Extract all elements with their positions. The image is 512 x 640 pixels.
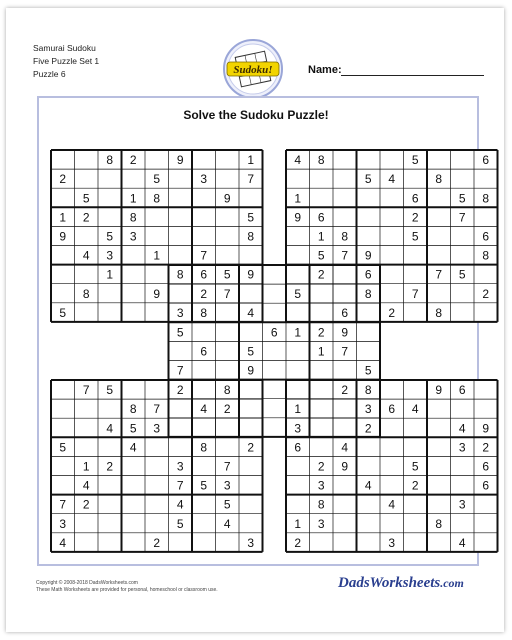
sudoku-given-digit: 6 xyxy=(482,459,490,474)
brand-main: Dads xyxy=(338,575,370,591)
name-label: Name: xyxy=(308,64,342,76)
sudoku-given-digit: 2 xyxy=(176,383,184,398)
copyright-text: Copyright © 2008-2018 DadsWorksheets.com xyxy=(36,580,138,586)
sudoku-given-digit: 5 xyxy=(411,153,419,168)
sudoku-given-digit: 1 xyxy=(129,191,137,206)
sudoku-given-digit: 7 xyxy=(223,286,231,301)
sudoku-given-digit: 8 xyxy=(106,153,114,168)
sudoku-given-digit: 4 xyxy=(341,440,349,455)
sudoku-given-digit: 7 xyxy=(458,210,466,225)
sudoku-given-digit: 4 xyxy=(106,421,114,436)
sudoku-given-digit: 3 xyxy=(153,421,161,436)
sudoku-given-digit: 5 xyxy=(223,497,231,512)
sudoku-given-digit: 1 xyxy=(247,153,255,168)
sudoku-given-digit: 4 xyxy=(388,172,396,187)
sudoku-given-digit: 2 xyxy=(317,325,325,340)
sudoku-given-digit: 9 xyxy=(435,383,443,398)
sudoku-given-digit: 5 xyxy=(317,248,325,263)
sudoku-given-digit: 3 xyxy=(129,229,137,244)
sudoku-given-digit: 5 xyxy=(176,516,184,531)
sudoku-given-digit: 1 xyxy=(82,459,90,474)
sudoku-given-digit: 2 xyxy=(482,440,490,455)
sudoku-given-digit: 6 xyxy=(388,402,396,417)
sudoku-given-digit: 4 xyxy=(176,497,184,512)
sudoku-given-digit: 1 xyxy=(294,191,302,206)
sudoku-given-digit: 7 xyxy=(223,459,231,474)
brand-suffix: .com xyxy=(440,576,464,590)
sudoku-given-digit: 7 xyxy=(176,478,184,493)
sudoku-given-digit: 8 xyxy=(341,229,349,244)
usage-notice: These Math Worksheets are provided for personal, homeschool or classroom use. xyxy=(36,587,218,593)
sudoku-given-digit: 7 xyxy=(435,267,443,282)
sudoku-given-digit: 5 xyxy=(106,229,114,244)
sudoku-given-digit: 6 xyxy=(458,383,466,398)
sudoku-given-digit: 4 xyxy=(223,516,231,531)
sudoku-given-digit: 7 xyxy=(59,497,67,512)
sudoku-given-digit: 9 xyxy=(482,421,490,436)
sudoku-given-digit: 8 xyxy=(435,516,443,531)
sudoku-given-digit: 8 xyxy=(482,248,490,263)
sudoku-given-digit: 3 xyxy=(317,516,325,531)
sudoku-given-digit: 8 xyxy=(482,191,490,206)
sudoku-given-digit: 8 xyxy=(129,402,137,417)
sudoku-given-digit: 8 xyxy=(82,286,90,301)
sudoku-given-digit: 7 xyxy=(411,286,419,301)
sudoku-given-digit: 1 xyxy=(317,344,325,359)
sudoku-given-digit: 8 xyxy=(364,383,372,398)
sudoku-given-digit: 8 xyxy=(364,286,372,301)
sudoku-given-digit: 7 xyxy=(153,402,161,417)
sudoku-given-digit: 2 xyxy=(153,535,161,550)
sudoku-given-digit: 2 xyxy=(247,440,255,455)
sudoku-given-digit: 9 xyxy=(364,248,372,263)
sudoku-given-digit: 4 xyxy=(200,402,208,417)
sudoku-given-digit: 5 xyxy=(129,421,137,436)
brand-logo[interactable] xyxy=(338,575,464,592)
sudoku-given-digit: 3 xyxy=(176,459,184,474)
sudoku-given-digit: 5 xyxy=(458,191,466,206)
sudoku-given-digit: 7 xyxy=(200,248,208,263)
sudoku-given-digit: 8 xyxy=(317,497,325,512)
sudoku-given-digit: 2 xyxy=(317,459,325,474)
sudoku-given-digit: 8 xyxy=(153,191,161,206)
sudoku-given-digit: 2 xyxy=(411,478,419,493)
sudoku-given-digit: 5 xyxy=(59,440,67,455)
sudoku-given-digit: 3 xyxy=(59,516,67,531)
sudoku-given-digit: 5 xyxy=(364,363,372,378)
sudoku-given-digit: 9 xyxy=(247,363,255,378)
sudoku-given-digit: 4 xyxy=(247,305,255,320)
sudoku-given-digit: 4 xyxy=(129,440,137,455)
sudoku-given-digit: 5 xyxy=(458,267,466,282)
sudoku-given-digit: 8 xyxy=(200,305,208,320)
sudoku-given-digit: 8 xyxy=(129,210,137,225)
sudoku-given-digit: 5 xyxy=(200,478,208,493)
sudoku-given-digit: 9 xyxy=(294,210,302,225)
sudoku-given-digit: 4 xyxy=(364,478,372,493)
puzzle-set: Five Puzzle Set 1 xyxy=(33,56,100,66)
sudoku-given-digit: 2 xyxy=(482,286,490,301)
sudoku-given-digit: 8 xyxy=(435,172,443,187)
sudoku-given-digit: 6 xyxy=(341,305,349,320)
sudoku-given-digit: 9 xyxy=(153,286,161,301)
sudoku-given-digit: 2 xyxy=(317,267,325,282)
sudoku-given-digit: 6 xyxy=(482,478,490,493)
sudoku-given-digit: 4 xyxy=(82,478,90,493)
sudoku-given-digit: 5 xyxy=(59,305,67,320)
sudoku-given-digit: 8 xyxy=(435,305,443,320)
sudoku-given-digit: 2 xyxy=(106,459,114,474)
sudoku-given-digit: 3 xyxy=(458,497,466,512)
sudoku-given-digit: 2 xyxy=(200,286,208,301)
sudoku-given-digit: 8 xyxy=(200,440,208,455)
sudoku-given-digit: 5 xyxy=(364,172,372,187)
sudoku-given-digit: 9 xyxy=(341,459,349,474)
sudoku-given-digit: 3 xyxy=(294,421,302,436)
sudoku-given-digit: 5 xyxy=(411,459,419,474)
sudoku-given-digit: 6 xyxy=(200,267,208,282)
sudoku-given-digit: 8 xyxy=(176,267,184,282)
sudoku-given-digit: 9 xyxy=(247,267,255,282)
sudoku-given-digit: 1 xyxy=(153,248,161,263)
sudoku-given-digit: 5 xyxy=(294,286,302,301)
sudoku-given-digit: 6 xyxy=(270,325,278,340)
sudoku-given-digit: 4 xyxy=(458,535,466,550)
sudoku-given-digit: 3 xyxy=(223,478,231,493)
sudoku-given-digit: 5 xyxy=(411,229,419,244)
sudoku-given-digit: 1 xyxy=(294,516,302,531)
sudoku-given-digit: 4 xyxy=(294,153,302,168)
sudoku-given-digit: 7 xyxy=(341,344,349,359)
sudoku-given-digit: 4 xyxy=(411,402,419,417)
sudoku-given-digit: 7 xyxy=(247,172,255,187)
sudoku-given-digit: 4 xyxy=(458,421,466,436)
sudoku-given-digit: 6 xyxy=(482,229,490,244)
sudoku-given-digit: 2 xyxy=(388,305,396,320)
sudoku-given-digit: 2 xyxy=(364,421,372,436)
sudoku-given-digit: 2 xyxy=(294,535,302,550)
sudoku-given-digit: 7 xyxy=(82,383,90,398)
sudoku-given-digit: 4 xyxy=(388,497,396,512)
sudoku-given-digit: 4 xyxy=(59,535,67,550)
sudoku-given-digit: 6 xyxy=(482,153,490,168)
sudoku-given-digit: 1 xyxy=(59,210,67,225)
sudoku-given-digit: 1 xyxy=(317,229,325,244)
sudoku-given-digit: 2 xyxy=(223,402,231,417)
sudoku-given-digit: 5 xyxy=(247,210,255,225)
sudoku-given-digit: 7 xyxy=(176,363,184,378)
sudoku-given-digit: 3 xyxy=(458,440,466,455)
puzzle-type: Samurai Sudoku xyxy=(33,43,96,53)
sudoku-given-digit: 1 xyxy=(294,402,302,417)
brand-rest: Worksheets xyxy=(369,575,441,591)
sudoku-given-digit: 2 xyxy=(59,172,67,187)
sudoku-given-digit: 5 xyxy=(82,191,90,206)
puzzle-title: Solve the Sudoku Puzzle! xyxy=(183,108,329,122)
sudoku-given-digit: 6 xyxy=(200,344,208,359)
sudoku-given-digit: 7 xyxy=(341,248,349,263)
sudoku-given-digit: 2 xyxy=(411,210,419,225)
sudoku-given-digit: 2 xyxy=(129,153,137,168)
sudoku-given-digit: 5 xyxy=(223,267,231,282)
sudoku-given-digit: 4 xyxy=(82,248,90,263)
puzzle-number: Puzzle 6 xyxy=(33,69,66,79)
sudoku-given-digit: 6 xyxy=(317,210,325,225)
sudoku-given-digit: 3 xyxy=(200,172,208,187)
sudoku-given-digit: 6 xyxy=(364,267,372,282)
sudoku-given-digit: 3 xyxy=(106,248,114,263)
sudoku-given-digit: 2 xyxy=(82,210,90,225)
logo-text: Sudoku! xyxy=(233,64,273,76)
sudoku-given-digit: 3 xyxy=(247,535,255,550)
sudoku-given-digit: 5 xyxy=(176,325,184,340)
sudoku-given-digit: 9 xyxy=(59,229,67,244)
footer-text xyxy=(36,580,218,594)
sudoku-given-digit: 2 xyxy=(82,497,90,512)
sudoku-given-digit: 5 xyxy=(153,172,161,187)
sudoku-given-digit: 9 xyxy=(223,191,231,206)
sudoku-given-digit: 2 xyxy=(341,383,349,398)
sudoku-given-digit: 3 xyxy=(364,402,372,417)
sudoku-given-digit: 8 xyxy=(317,153,325,168)
sudoku-given-digit: 1 xyxy=(106,267,114,282)
sudoku-given-digit: 6 xyxy=(411,191,419,206)
sudoku-given-digit: 6 xyxy=(294,440,302,455)
sudoku-given-digit: 8 xyxy=(247,229,255,244)
sudoku-given-digit: 3 xyxy=(388,535,396,550)
sudoku-given-digit: 1 xyxy=(294,325,302,340)
sudoku-given-digit: 9 xyxy=(176,153,184,168)
sudoku-given-digit: 5 xyxy=(106,383,114,398)
sudoku-given-digit: 8 xyxy=(223,383,231,398)
sudoku-given-digit: 3 xyxy=(176,305,184,320)
sudoku-given-digit: 3 xyxy=(317,478,325,493)
sudoku-given-digit: 9 xyxy=(341,325,349,340)
sudoku-given-digit: 5 xyxy=(247,344,255,359)
